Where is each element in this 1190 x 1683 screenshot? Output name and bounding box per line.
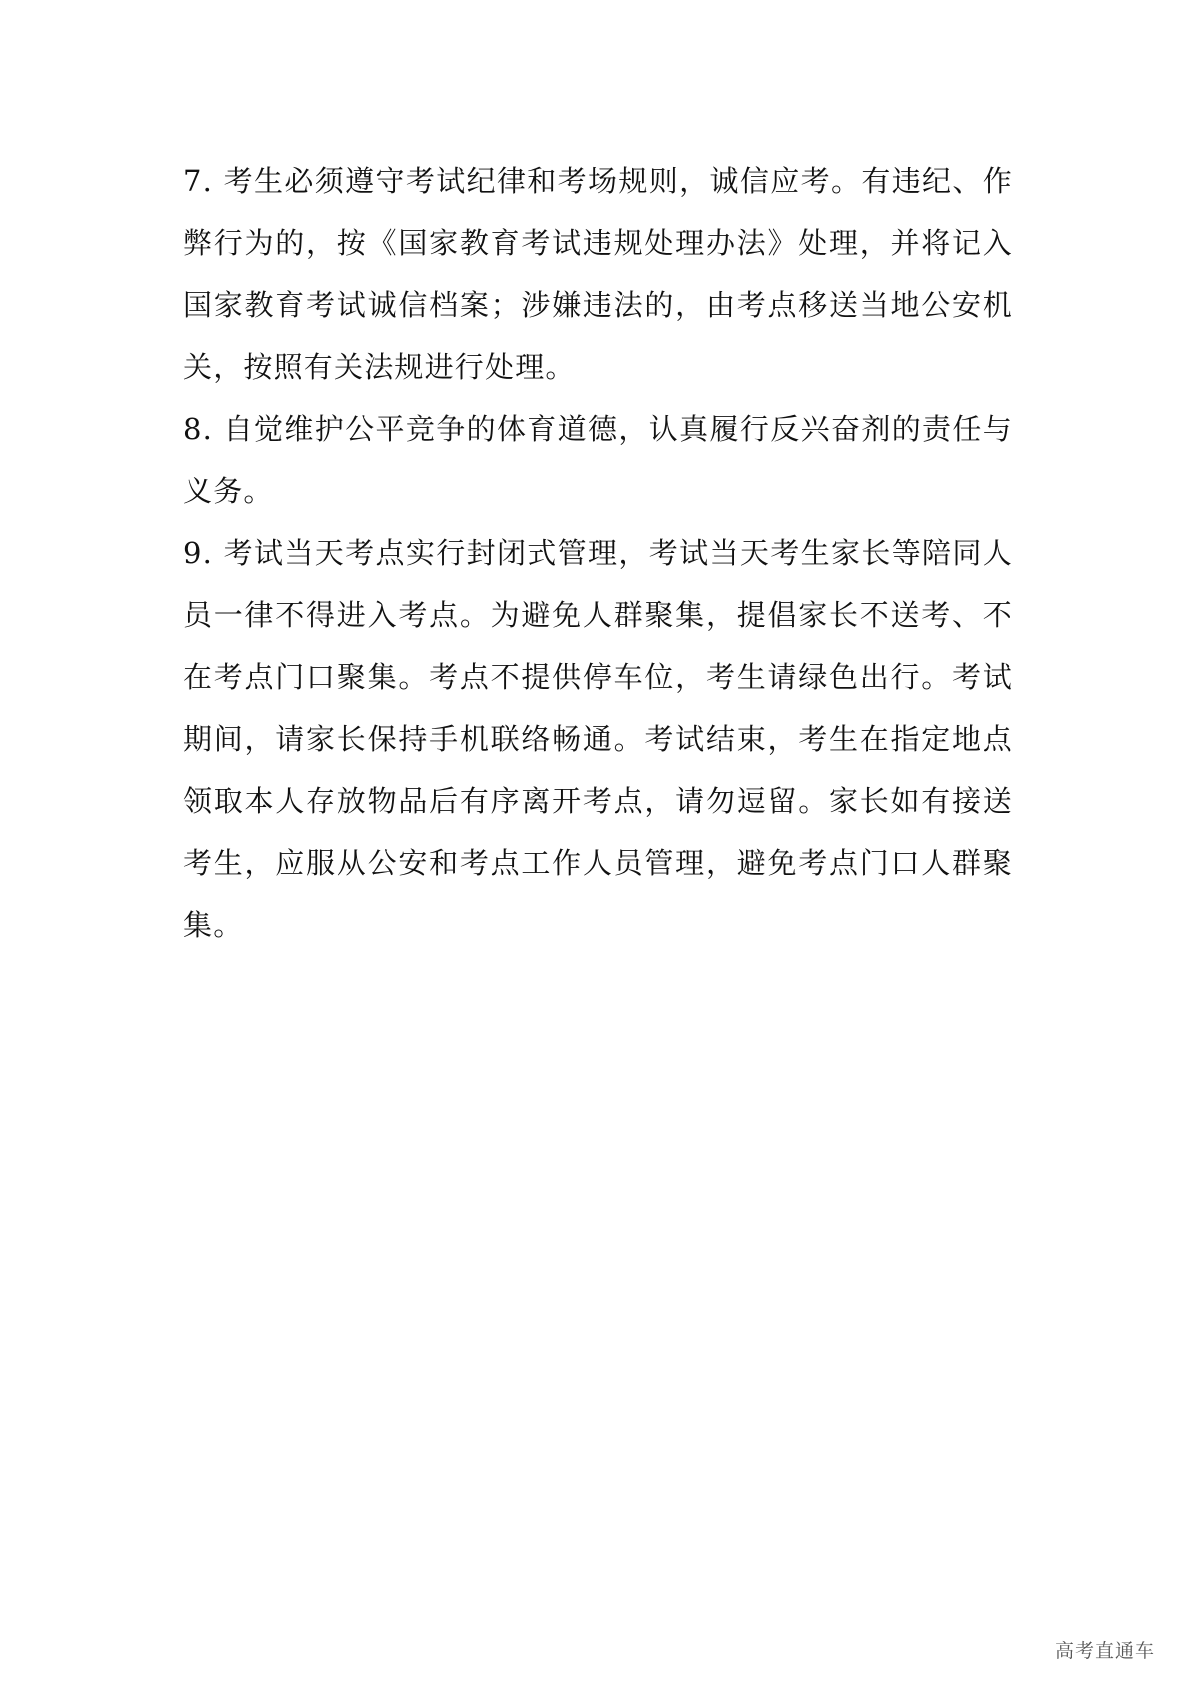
- document-body: [183, 150, 1013, 956]
- rule-item-7: 7. 考生必须遵守考试纪律和考场规则，诚信应考。有违纪、作弊行为的，按《国家教育考试违规处理办法》处理，并将记入国家教育考试诚信档案；涉嫌违法的，由考点移送当地公安机关，按照有关法规进行处理。: [183, 164, 1013, 384]
- rule-item-9: 9. 考试当天考点实行封闭式管理，考试当天考生家长等陪同人员一律不得进入考点。为避免人群聚集，提倡家长不送考、不在考点门口聚集。考点不提供停车位，考生请绿色出行。考试期间，请家长保持手机联络畅通。考试结束，考生在指定地点领取本人存放物品后有序离开考点，请勿逗留。家长如有接送考生，应服从公安和考点工作人员管理，避免考点门口人群聚集。: [183, 536, 1013, 942]
- watermark-text: 高考直通车: [1054, 1640, 1155, 1662]
- rule-item-8: 8. 自觉维护公平竞争的体育道德，认真履行反兴奋剂的责任与义务。: [183, 412, 1013, 508]
